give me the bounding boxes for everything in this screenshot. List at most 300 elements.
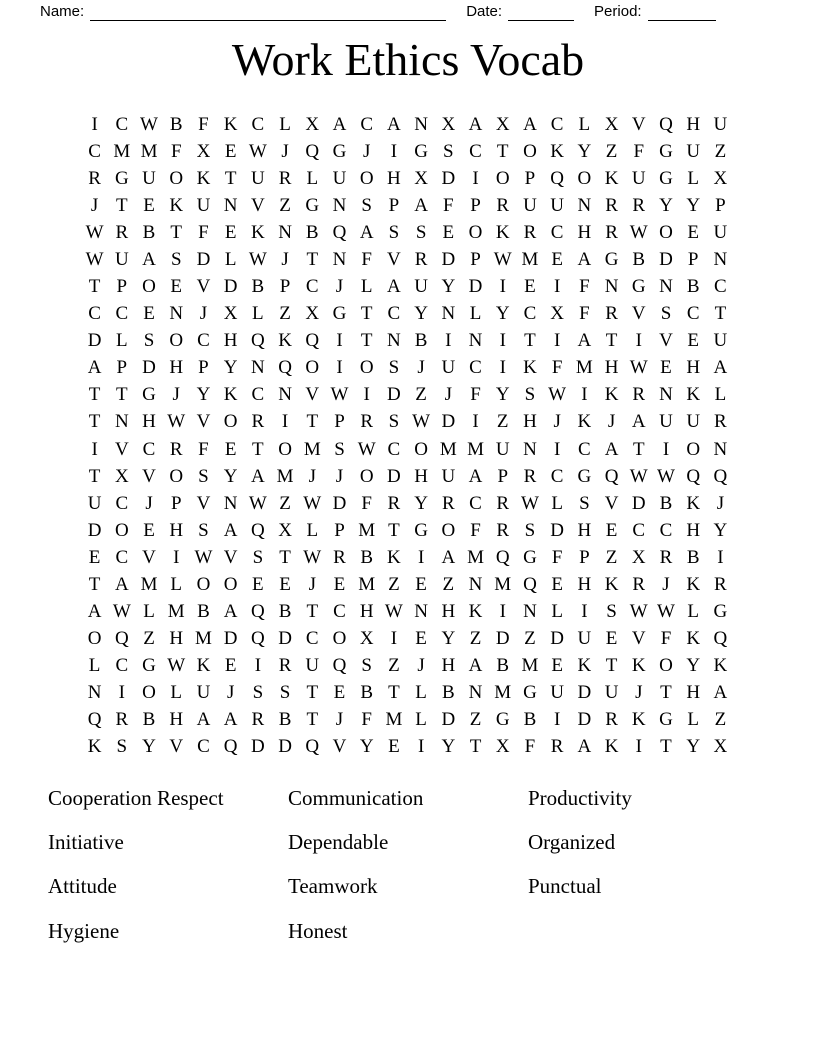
word-list-item: Communication <box>288 785 424 810</box>
grid-letter: H <box>604 357 619 379</box>
grid-letter: A <box>631 411 646 433</box>
grid-letter: A <box>87 357 102 379</box>
grid-letter: T <box>632 438 645 460</box>
grid-letter: R <box>441 492 455 514</box>
grid-letter: U <box>114 248 129 270</box>
grid-letter: D <box>441 248 456 270</box>
grid-letter: C <box>659 519 673 541</box>
grid-letter: W <box>357 438 376 460</box>
grid-letter: A <box>332 113 347 135</box>
grid-letter: S <box>524 519 536 541</box>
grid-letter: K <box>223 384 238 406</box>
grid-letter: V <box>142 465 156 487</box>
grid-letter: R <box>523 221 537 243</box>
grid-letter: K <box>577 411 592 433</box>
grid-letter: T <box>224 167 237 189</box>
grid-letter: T <box>306 248 319 270</box>
grid-letter: O <box>523 140 537 162</box>
grid-letter: B <box>142 709 156 731</box>
word-list <box>48 776 768 954</box>
grid-letter: Q <box>250 519 265 541</box>
grid-letter: J <box>308 573 316 595</box>
grid-letter: C <box>550 465 564 487</box>
grid-letter: B <box>360 546 374 568</box>
grid-letter: Z <box>524 628 536 650</box>
grid-letter: C <box>686 303 700 325</box>
name-label: Name: <box>40 3 85 20</box>
grid-letter: X <box>359 628 374 650</box>
grid-letter: J <box>607 411 616 433</box>
grid-letter: U <box>713 330 728 352</box>
grid-letter: O <box>223 411 238 433</box>
grid-letter: S <box>361 655 372 677</box>
grid-letter: P <box>687 248 699 270</box>
grid-letter: T <box>360 303 373 325</box>
grid-letter: R <box>414 248 428 270</box>
grid-letter: E <box>415 628 427 650</box>
grid-letter: O <box>305 357 320 379</box>
grid-letter: A <box>223 709 238 731</box>
grid-letter: Q <box>604 465 619 487</box>
grid-letter: M <box>494 573 512 595</box>
grid-letter: W <box>629 465 648 487</box>
grid-letter: M <box>358 519 376 541</box>
grid-letter: V <box>250 194 265 216</box>
grid-letter: K <box>604 384 619 406</box>
grid-letter: W <box>194 546 213 568</box>
grid-letter: H <box>169 519 184 541</box>
grid-letter: Z <box>605 140 618 162</box>
grid-letter: G <box>114 167 129 189</box>
grid-letter: F <box>198 438 209 460</box>
grid-letter: H <box>169 357 184 379</box>
grid-letter: Z <box>279 492 291 514</box>
grid-letter: V <box>196 411 211 433</box>
grid-letter: Q <box>495 546 510 568</box>
grid-letter: W <box>629 221 648 243</box>
grid-letter: I <box>635 736 642 758</box>
grid-letter: S <box>415 221 427 243</box>
grid-letter: C <box>305 628 319 650</box>
grid-letter: V <box>223 546 238 568</box>
grid-letter: X <box>713 736 728 758</box>
grid-letter: W <box>303 492 322 514</box>
grid-letter: R <box>278 167 292 189</box>
grid-letter: D <box>441 411 456 433</box>
grid-letter: X <box>713 167 728 189</box>
grid-letter: Y <box>659 194 673 216</box>
grid-letter: K <box>631 655 646 677</box>
grid-letter: I <box>363 384 370 406</box>
grid-letter: K <box>278 330 292 352</box>
grid-letter: Z <box>714 709 727 731</box>
grid-letter: S <box>660 303 672 325</box>
grid-letter: Q <box>250 601 265 623</box>
grid-letter: I <box>581 601 588 623</box>
grid-letter: L <box>687 709 699 731</box>
grid-letter: H <box>387 167 401 189</box>
grid-letter: S <box>579 492 590 514</box>
grid-letter: I <box>173 546 180 568</box>
grid-letter: T <box>714 303 727 325</box>
grid-letter: R <box>714 411 727 433</box>
grid-letter: I <box>336 330 343 352</box>
grid-letter: T <box>116 194 128 216</box>
grid-letter: Y <box>142 736 156 758</box>
grid-letter: A <box>414 194 428 216</box>
grid-letter: D <box>87 330 102 352</box>
grid-letter: G <box>659 709 673 731</box>
grid-letter: N <box>468 573 483 595</box>
grid-letter: W <box>248 248 267 270</box>
grid-letter: J <box>553 411 561 433</box>
word-list-item: Teamwork <box>288 874 378 899</box>
grid-letter: S <box>252 682 264 704</box>
grid-letter: L <box>469 303 482 325</box>
grid-letter: J <box>335 465 344 487</box>
grid-letter: O <box>87 628 102 650</box>
grid-letter: X <box>114 465 129 487</box>
grid-letter: O <box>114 519 129 541</box>
grid-letter: K <box>713 655 728 677</box>
grid-letter: S <box>198 519 209 541</box>
grid-letter: N <box>523 601 537 623</box>
grid-letter: Y <box>359 736 374 758</box>
grid-letter: H <box>169 709 184 731</box>
grid-letter: U <box>250 167 265 189</box>
grid-letter: Q <box>713 628 728 650</box>
grid-letter: U <box>631 167 646 189</box>
grid-letter: E <box>442 221 455 243</box>
grid-letter: Q <box>659 113 673 135</box>
grid-letter: Y <box>223 465 238 487</box>
grid-letter: A <box>604 438 619 460</box>
grid-letter: N <box>414 113 428 135</box>
grid-letter: J <box>308 465 316 487</box>
grid-letter: C <box>550 113 564 135</box>
grid-letter: B <box>360 682 374 704</box>
grid-letter: T <box>388 519 400 541</box>
word-list-item: Hygiene <box>48 918 120 943</box>
grid-letter: U <box>713 113 728 135</box>
grid-letter: N <box>223 492 238 514</box>
grid-letter: J <box>172 384 180 406</box>
grid-letter: B <box>169 113 183 135</box>
grid-letter: K <box>686 628 701 650</box>
grid-letter: F <box>551 546 563 568</box>
grid-letter: N <box>523 438 537 460</box>
grid-letter: M <box>521 655 539 677</box>
grid-letter: L <box>415 682 427 704</box>
grid-letter: N <box>387 330 401 352</box>
grid-letter: R <box>496 492 510 514</box>
grid-letter: V <box>142 546 156 568</box>
grid-letter: Y <box>686 736 701 758</box>
grid-letter: T <box>306 682 319 704</box>
grid-letter: K <box>250 221 265 243</box>
grid-letter: K <box>87 736 102 758</box>
word-list-item: Attitude <box>48 874 117 899</box>
grid-letter: W <box>520 492 539 514</box>
grid-letter: E <box>660 357 672 379</box>
grid-letter: A <box>468 465 483 487</box>
grid-letter: A <box>713 357 728 379</box>
grid-letter: J <box>281 248 289 270</box>
grid-letter: R <box>632 384 646 406</box>
grid-letter: H <box>142 411 156 433</box>
grid-letter: A <box>387 113 401 135</box>
grid-letter: O <box>169 330 184 352</box>
grid-letter: S <box>388 221 400 243</box>
grid-letter: Y <box>713 519 728 541</box>
grid-letter: U <box>550 682 564 704</box>
grid-letter: M <box>140 573 158 595</box>
grid-letter: U <box>550 194 564 216</box>
grid-letter: E <box>333 682 346 704</box>
grid-letter: D <box>659 248 673 270</box>
grid-letter: E <box>224 140 237 162</box>
grid-letter: J <box>90 194 99 216</box>
grid-letter: N <box>604 276 619 298</box>
grid-letter: L <box>687 601 699 623</box>
grid-letter: N <box>713 438 728 460</box>
grid-letter: V <box>631 303 646 325</box>
grid-letter: H <box>441 655 456 677</box>
grid-letter: H <box>359 601 374 623</box>
grid-letter: I <box>417 736 425 758</box>
grid-letter: X <box>495 113 510 135</box>
grid-letter: I <box>553 330 561 352</box>
grid-letter: V <box>659 330 673 352</box>
grid-letter: V <box>196 492 211 514</box>
grid-letter: F <box>660 628 672 650</box>
grid-letter: A <box>577 330 592 352</box>
grid-letter: T <box>252 438 264 460</box>
grid-letter: R <box>632 194 646 216</box>
grid-letter: N <box>468 682 483 704</box>
grid-letter: K <box>604 573 619 595</box>
word-list-column <box>48 776 288 954</box>
grid-letter: I <box>553 276 561 298</box>
grid-letter: J <box>281 140 289 162</box>
grid-letter: I <box>91 113 98 135</box>
grid-letter: F <box>524 736 536 758</box>
grid-letter: A <box>359 221 374 243</box>
grid-letter: A <box>196 709 211 731</box>
grid-letter: C <box>387 303 401 325</box>
grid-letter: F <box>579 276 590 298</box>
grid-letter: Z <box>469 709 482 731</box>
grid-letter: Q <box>713 465 728 487</box>
grid-letter: N <box>659 384 673 406</box>
grid-letter: O <box>414 438 428 460</box>
grid-letter: J <box>662 573 670 595</box>
grid-letter: Q <box>550 167 564 189</box>
grid-letter: E <box>143 303 155 325</box>
grid-letter: Y <box>414 492 428 514</box>
grid-letter: Y <box>414 303 428 325</box>
grid-letter: S <box>334 438 345 460</box>
grid-letter: D <box>441 167 456 189</box>
grid-letter: A <box>577 736 592 758</box>
grid-letter: Z <box>388 655 400 677</box>
grid-letter: G <box>631 276 646 298</box>
grid-letter: P <box>116 357 128 379</box>
grid-letter: Q <box>114 628 129 650</box>
grid-letter: F <box>198 221 209 243</box>
grid-letter: A <box>142 248 156 270</box>
grid-letter: M <box>494 682 512 704</box>
grid-letter: T <box>306 601 319 623</box>
grid-letter: L <box>279 113 291 135</box>
grid-letter: O <box>142 276 156 298</box>
grid-letter: R <box>496 519 510 541</box>
grid-letter: W <box>657 465 675 487</box>
grid-letter: I <box>553 438 561 460</box>
grid-letter: G <box>577 465 592 487</box>
grid-letter: H <box>523 411 537 433</box>
grid-letter: B <box>659 492 673 514</box>
grid-letter: W <box>412 411 431 433</box>
period-label: Period: <box>594 3 642 20</box>
grid-letter: T <box>605 655 618 677</box>
grid-letter: I <box>635 330 642 352</box>
grid-letter: T <box>605 330 618 352</box>
grid-letter: K <box>196 655 211 677</box>
grid-letter: V <box>196 276 211 298</box>
grid-letter: D <box>142 357 156 379</box>
grid-letter: T <box>279 546 291 568</box>
grid-letter: C <box>333 601 346 623</box>
grid-letter: K <box>169 194 184 216</box>
grid-letter: K <box>686 573 701 595</box>
grid-letter: C <box>523 303 537 325</box>
grid-letter: V <box>332 736 347 758</box>
grid-letter: H <box>686 113 701 135</box>
grid-letter: E <box>551 573 563 595</box>
grid-letter: E <box>687 221 699 243</box>
grid-letter: O <box>169 167 184 189</box>
grid-letter: F <box>551 357 563 379</box>
grid-letter: I <box>499 330 506 352</box>
grid-letter: O <box>278 438 292 460</box>
grid-letter: B <box>686 276 700 298</box>
grid-letter: R <box>88 167 101 189</box>
grid-letter: R <box>115 709 129 731</box>
grid-letter: J <box>226 682 235 704</box>
grid-letter: C <box>88 303 101 325</box>
grid-letter: R <box>605 221 618 243</box>
grid-letter: U <box>523 194 537 216</box>
grid-letter: G <box>332 303 347 325</box>
grid-letter: F <box>361 709 372 731</box>
grid-letter: W <box>167 411 186 433</box>
grid-letter: U <box>414 276 428 298</box>
word-list-item: Organized <box>528 830 616 855</box>
grid-letter: B <box>251 276 265 298</box>
grid-letter: Z <box>279 303 291 325</box>
grid-letter: K <box>468 601 483 623</box>
grid-letter: R <box>278 655 292 677</box>
grid-letter: I <box>445 330 452 352</box>
grid-letter: M <box>439 438 457 460</box>
grid-letter: P <box>198 357 209 379</box>
grid-letter: Y <box>686 194 701 216</box>
grid-letter: Y <box>441 276 456 298</box>
grid-letter: J <box>335 276 344 298</box>
grid-letter: M <box>385 709 403 731</box>
grid-letter: M <box>140 140 158 162</box>
grid-letter: E <box>551 248 563 270</box>
grid-letter: D <box>387 384 401 406</box>
grid-letter: Z <box>415 384 427 406</box>
grid-letter: L <box>224 248 237 270</box>
grid-letter: R <box>169 438 183 460</box>
grid-letter: P <box>470 248 481 270</box>
grid-letter: P <box>279 276 291 298</box>
grid-letter: S <box>143 330 155 352</box>
grid-letter: G <box>495 709 510 731</box>
grid-letter: F <box>443 194 454 216</box>
date-blank-line <box>508 5 574 21</box>
grid-letter: T <box>88 276 101 298</box>
grid-letter: B <box>686 546 700 568</box>
grid-letter: V <box>604 492 619 514</box>
grid-letter: G <box>142 384 156 406</box>
grid-letter: K <box>686 492 701 514</box>
grid-letter: I <box>390 628 398 650</box>
grid-letter: T <box>660 736 672 758</box>
grid-letter: M <box>194 628 212 650</box>
grid-letter: D <box>441 709 456 731</box>
grid-letter: T <box>88 573 101 595</box>
grid-letter: T <box>88 411 101 433</box>
grid-letter: B <box>305 221 319 243</box>
grid-letter: S <box>170 248 182 270</box>
grid-letter: F <box>470 384 481 406</box>
grid-letter: R <box>605 303 618 325</box>
grid-letter: K <box>223 113 238 135</box>
grid-letter: F <box>170 140 182 162</box>
word-list-column <box>528 776 768 954</box>
grid-letter: S <box>279 682 291 704</box>
grid-letter: E <box>687 330 699 352</box>
grid-letter: J <box>335 709 344 731</box>
grid-letter: I <box>662 438 670 460</box>
grid-letter: Z <box>442 573 455 595</box>
grid-letter: V <box>305 384 320 406</box>
grid-letter: V <box>169 736 184 758</box>
grid-letter: Y <box>441 736 456 758</box>
grid-letter: R <box>550 736 564 758</box>
grid-letter: X <box>631 546 646 568</box>
grid-letter: B <box>441 682 455 704</box>
grid-letter: S <box>606 601 617 623</box>
grid-letter: A <box>577 248 592 270</box>
grid-letter: S <box>361 194 372 216</box>
grid-letter: R <box>659 546 673 568</box>
grid-letter: J <box>199 303 208 325</box>
grid-letter: J <box>417 655 425 677</box>
grid-letter: C <box>387 438 401 460</box>
grid-letter: Q <box>87 709 102 731</box>
grid-letter: C <box>360 113 374 135</box>
grid-letter: R <box>714 573 727 595</box>
grid-letter: L <box>306 519 319 541</box>
grid-letter: I <box>553 709 561 731</box>
grid-letter: W <box>629 357 648 379</box>
grid-letter: R <box>605 709 618 731</box>
